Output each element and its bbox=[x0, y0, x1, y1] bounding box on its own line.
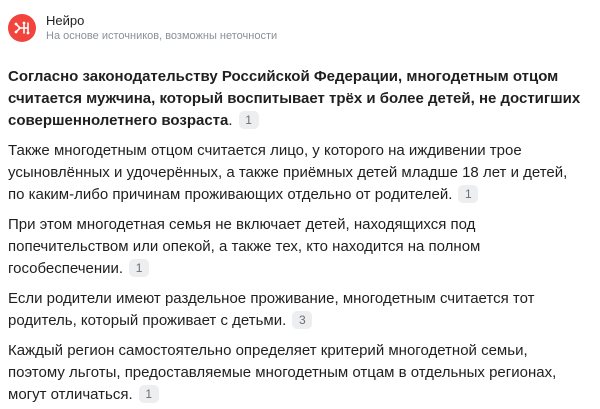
source-ref-badge[interactable]: 1 bbox=[458, 185, 478, 203]
answer-lead bbox=[8, 66, 586, 132]
answer-content bbox=[8, 66, 592, 406]
answer-lead-end: . bbox=[228, 112, 233, 129]
source-ref-badge[interactable]: 1 bbox=[139, 385, 159, 403]
answer-paragraph bbox=[8, 140, 586, 206]
answer-paragraph bbox=[8, 340, 586, 406]
neuro-grid-icon bbox=[12, 18, 32, 38]
paragraph-text: При этом многодетная семья не включает детей, находящихся под попечительством или опекой, а также тех, кто находится на полном гособеспечении. bbox=[8, 216, 481, 277]
answer-paragraph bbox=[8, 288, 586, 332]
header-text bbox=[46, 12, 277, 44]
answer-lead-text: Согласно законодательству Российской Федерации, многодетным отцом считается мужчина, который воспитывает трёх и более детей, не достигших совершеннолетнего возраста bbox=[8, 68, 581, 129]
brand-name: Нейро bbox=[46, 13, 85, 28]
paragraph-text: Также многодетным отцом считается лицо, у которого на иждивении трое усыновлённых и удочерённых, а также приёмных детей младше 18 лет и детей, по каким-либо причинам проживающих отдельно от родителей. bbox=[8, 142, 568, 203]
paragraph-text: Если родители имеют раздельное проживание, многодетным считается тот родитель, который проживает с детьми. bbox=[8, 290, 535, 329]
source-ref-badge[interactable]: 1 bbox=[239, 111, 259, 129]
source-ref-badge[interactable]: 1 bbox=[129, 259, 149, 277]
answer-paragraph bbox=[8, 214, 586, 280]
answer-header bbox=[8, 10, 592, 46]
accuracy-disclaimer: На основе источников, возможны неточности bbox=[46, 30, 278, 42]
paragraph-text: Каждый регион самостоятельно определяет критерий многодетной семьи, поэтому льготы, предоставляемые многодетным отцам в отдельных регионах, могут отличаться. bbox=[8, 342, 557, 403]
source-ref-badge[interactable]: 3 bbox=[292, 311, 312, 329]
yandex-neuro-logo-icon bbox=[8, 14, 36, 42]
